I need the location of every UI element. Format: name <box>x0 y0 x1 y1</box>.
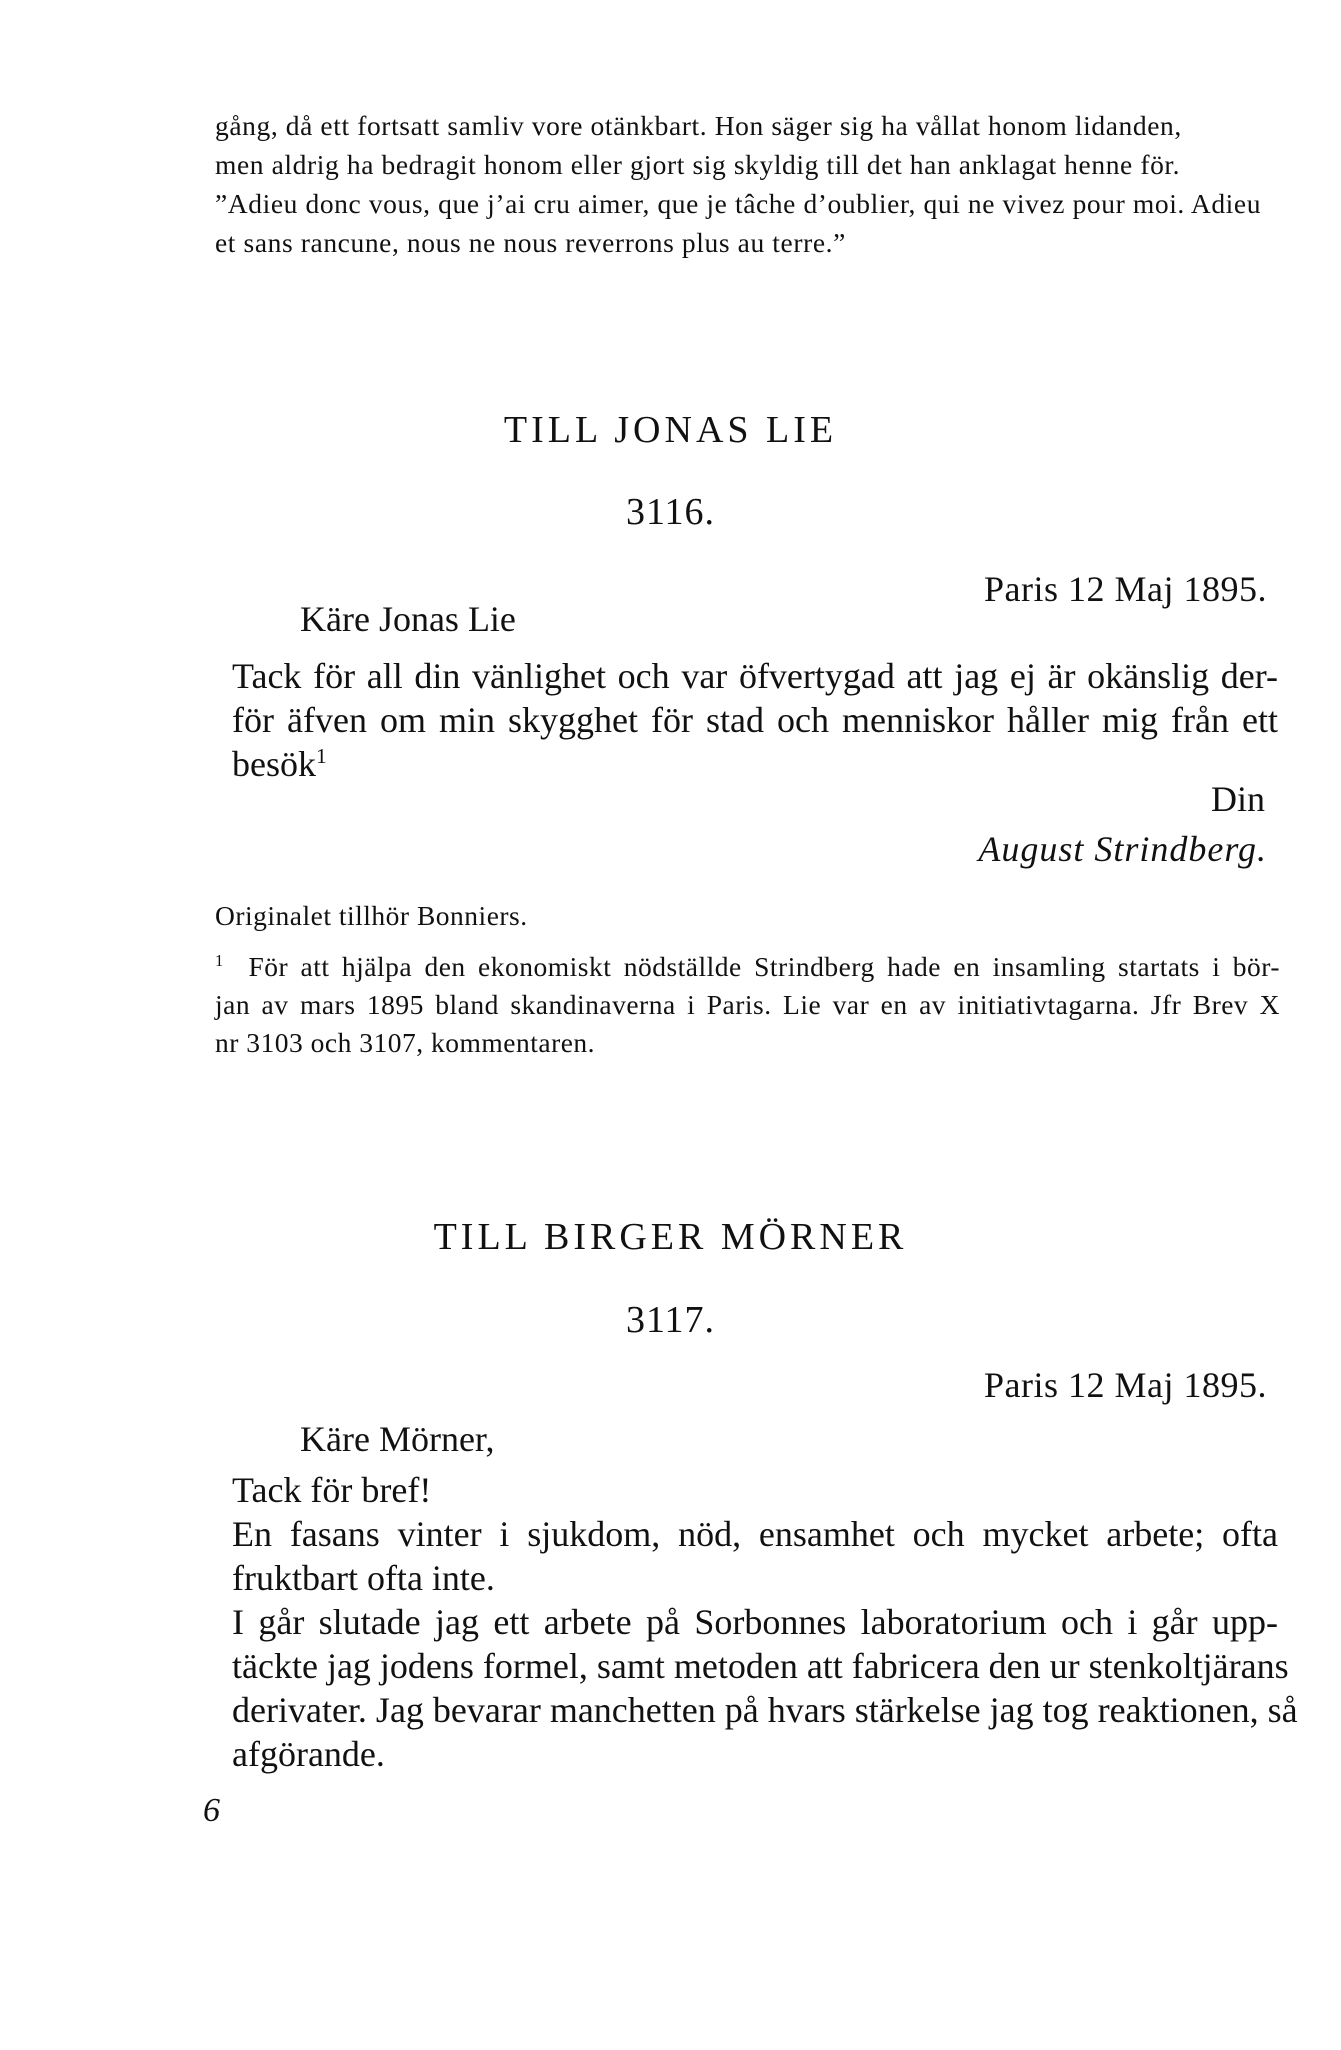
body-line <box>232 742 1278 786</box>
body-line: afgörande. <box>232 1734 385 1774</box>
letter-salutation: Käre Mörner, <box>300 1419 495 1459</box>
letter-closing: Din <box>1211 779 1265 819</box>
footnote-line: jan av mars 1895 bland skandinaverna i Paris. Lie var en av initiativtagarna. Jfr Brev X <box>215 989 1280 1020</box>
body-line: Tack för all din vänlighet och var öfvertygad att jag ej är okänslig der- <box>232 656 1278 696</box>
letter-number: 3117. <box>625 1299 716 1341</box>
continuation-line: ”Adieu donc vous, que j’ai cru aimer, que je tâche d’oublier, qui ne vivez pour moi. Adieu <box>215 188 1262 219</box>
continuation-line: gång, då ett fortsatt samliv vore otänkbart. Hon säger sig ha vållat honom lidanden, <box>215 110 1182 141</box>
footnote-line-text: För att hjälpa den ekonomiskt nödställde Strindberg hade en insamling startats i bör- <box>248 951 1281 982</box>
body-line-text: besök <box>232 744 316 784</box>
footnote-marker: 1 <box>316 744 327 768</box>
page-number: 6 <box>203 1792 220 1829</box>
footnote-line <box>215 948 1280 986</box>
letter-body <box>232 1468 1298 1776</box>
footnote <box>215 948 1280 1062</box>
letter-heading: TILL BIRGER MÖRNER <box>433 1216 908 1258</box>
body-line: derivater. Jag bevarar manchetten på hvars stärkelse jag tog reaktionen, så <box>232 1690 1298 1730</box>
letter-salutation: Käre Jonas Lie <box>300 599 516 639</box>
footnote-marker: 1 <box>215 950 224 970</box>
letter-dateline: Paris 12 Maj 1895. <box>984 1365 1267 1405</box>
footnote-line: nr 3103 och 3107, kommentaren. <box>215 1027 596 1058</box>
continuation-line: et sans rancune, nous ne nous reverrons plus au terre.” <box>215 227 846 258</box>
letter-body <box>232 654 1278 786</box>
source-note: Originalet tillhör Bonniers. <box>215 900 528 931</box>
body-line: En fasans vinter i sjukdom, nöd, ensamhet och mycket arbete; ofta <box>232 1514 1278 1554</box>
letter-signature: August Strindberg. <box>978 829 1267 869</box>
body-line: för äfven om min skygghet för stad och menniskor håller mig från ett <box>232 700 1278 740</box>
letter-dateline: Paris 12 Maj 1895. <box>984 569 1267 609</box>
body-line: fruktbart ofta inte. <box>232 1558 495 1598</box>
body-line: Tack för bref! <box>232 1470 432 1510</box>
continuation-line: men aldrig ha bedragit honom eller gjort sig skyldig till det han anklagat henne för. <box>215 149 1181 180</box>
body-line: I går slutade jag ett arbete på Sorbonnes laboratorium och i går upp- <box>232 1602 1278 1642</box>
body-line: täckte jag jodens formel, samt metoden att fabricera den ur stenkoltjärans <box>232 1646 1289 1686</box>
continuation-paragraph <box>215 106 1280 262</box>
letter-number: 3116. <box>625 491 716 533</box>
letter-heading: TILL JONAS LIE <box>503 409 838 451</box>
